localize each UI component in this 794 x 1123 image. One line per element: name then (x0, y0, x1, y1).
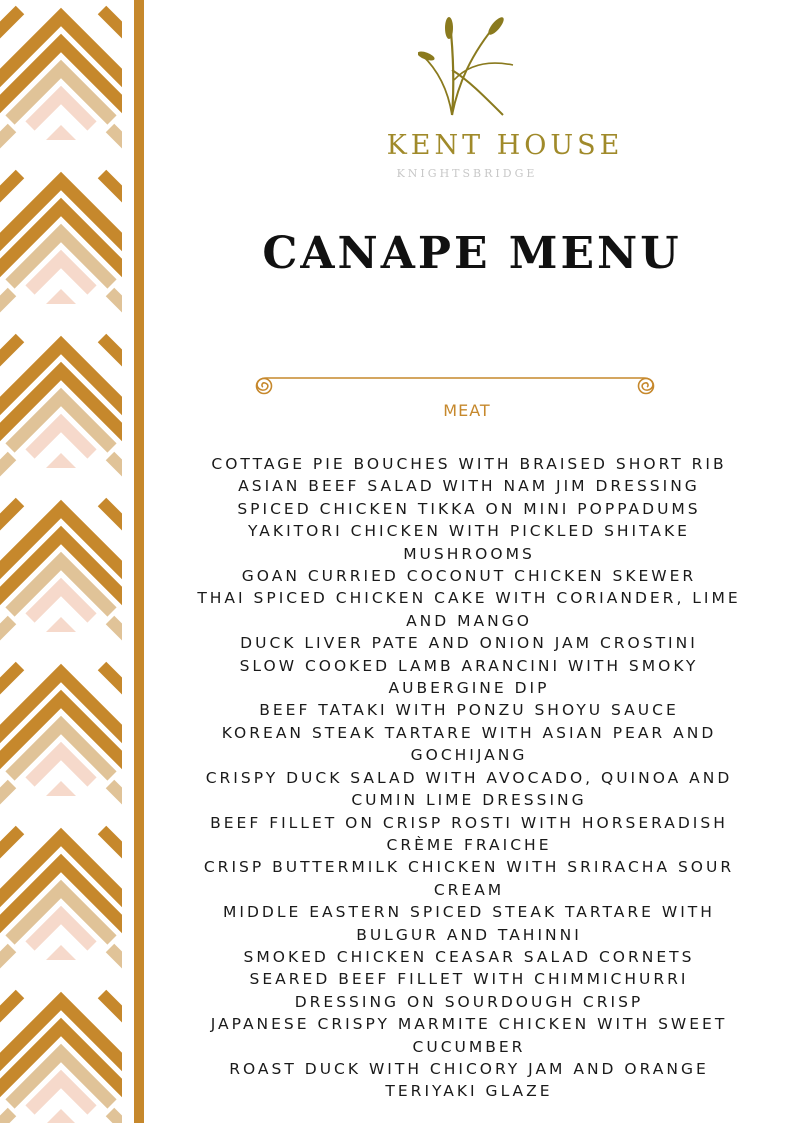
menu-item: MIDDLE EASTERN SPICED STEAK TARTARE WITH BULGUR AND TAHINNI (223, 903, 715, 944)
brand-name: KENT HOUSE (386, 130, 624, 161)
menu-item: DUCK LIVER PATE AND ONION JAM CROSTINI (240, 634, 698, 653)
menu-item: ROAST DUCK WITH CHICORY JAM AND ORANGE TERIYAKI GLAZE (229, 1059, 709, 1101)
menu-item-list (150, 453, 788, 1103)
scroll-divider-icon (252, 372, 658, 402)
menu-item: SEARED BEEF FILLET WITH CHIMMICHURRI DRESSING ON SOURDOUGH CRISP (249, 970, 689, 1011)
menu-item: GOAN CURRIED COCONUT CHICKEN SKEWER (241, 567, 697, 586)
menu-item: ASIAN BEEF SALAD WITH NAM JIM DRESSING (238, 477, 700, 496)
brand-location: KNIGHTSBRIDGE (396, 167, 538, 180)
menu-item: BEEF FILLET ON CRISP ROSTI WITH HORSERADISH CRÈME FRAICHE (210, 813, 728, 854)
page-title: CANAPE MENU (262, 228, 682, 279)
menu-item: YAKITORI CHICKEN WITH PICKLED SHITAKE MUSHROOMS (248, 522, 690, 563)
menu-item: CRISP BUTTERMILK CHICKEN WITH SRIRACHA SOUR CREAM (203, 858, 735, 899)
menu-item: COTTAGE PIE BOUCHES WITH BRAISED SHORT RIB (211, 455, 727, 473)
reed-logo-icon (418, 10, 518, 120)
gold-divider-stripe (134, 0, 144, 1123)
menu-item: CRISPY DUCK SALAD WITH AVOCADO, QUINOA AND CUMIN LIME DRESSING (205, 768, 733, 810)
menu-item: THAI SPICED CHICKEN CAKE WITH CORIANDER, LIME AND MANGO (197, 589, 741, 630)
menu-item: SPICED CHICKEN TIKKA ON MINI POPPADUMS (237, 499, 701, 518)
menu-item: KOREAN STEAK TARTARE WITH ASIAN PEAR AND GOCHIJANG (221, 723, 717, 765)
section-label-meat: MEAT (443, 401, 491, 420)
menu-item: SLOW COOKED LAMB ARANCINI WITH SMOKY AUBERGINE DIP (239, 656, 699, 698)
menu-content (150, 0, 794, 1123)
menu-item: BEEF TATAKI WITH PONZU SHOYU SAUCE (259, 701, 679, 720)
menu-item: SMOKED CHICKEN CEASAR SALAD CORNETS (243, 947, 695, 966)
menu-item: JAPANESE CRISPY MARMITE CHICKEN WITH SWEET CUCUMBER (210, 1015, 728, 1056)
decorative-pattern (0, 0, 122, 1123)
